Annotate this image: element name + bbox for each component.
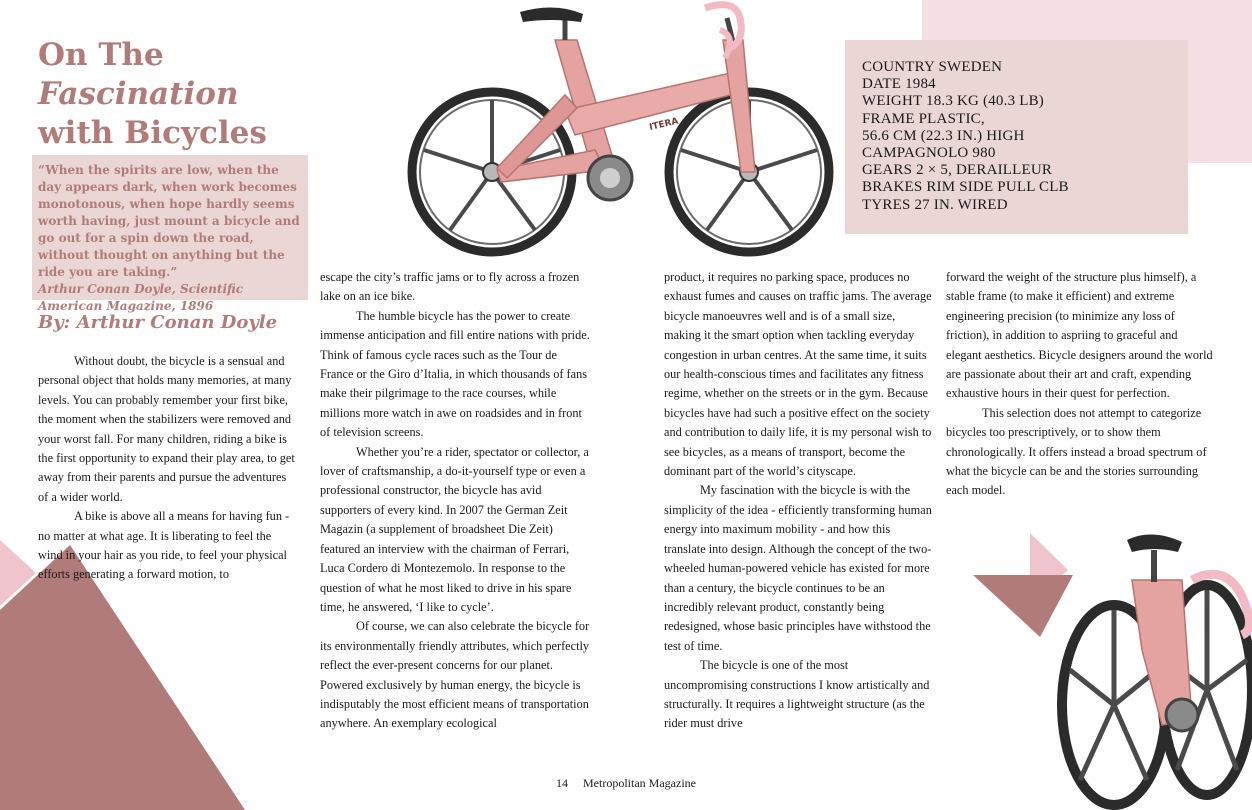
body-column-1 (38, 352, 295, 585)
spec-line: GEARS 2 × 5, DERAILLEUR (862, 162, 1053, 179)
spec-line: TYRES 27 IN. WIRED (862, 196, 1008, 213)
spec-line: 56.6 CM (22.3 IN.) HIGH (862, 127, 1025, 144)
title-line-1: On The (38, 37, 164, 73)
title-line-3: with Bicycles (38, 115, 267, 151)
title-line-2: Fascination (38, 76, 239, 112)
pull-quote-citation: Arthur Conan Doyle, Scientific American Magazine, 1896 (38, 282, 244, 313)
spec-line: DATE 1984 (862, 76, 936, 93)
page-footer (0, 776, 1252, 791)
paragraph: The bicycle is one of the most uncompromising constructions I know artistically and structurally. It requires a lightweight structure (as the rider must drive (664, 658, 930, 731)
paragraph: A bike is above all a means for having fun - no matter at what age. It is liberating to feel the wind in your hair as you ride, to feel your physical efforts generating a forward motion, to (38, 509, 290, 582)
spec-line: CAMPAGNOLO 980 (862, 145, 996, 162)
seat (520, 7, 583, 40)
paragraph: Without doubt, the bicycle is a sensual and personal object that holds many memories, at many levels. You can probably remember your first bike, the moment when the stabilizers were removed and your worst fall. For many children, riding a bike is the first opportunity to expand their play area, to get away from their parents and pursue the adventures of a wider world. (38, 354, 295, 504)
spec-line: COUNTRY SWEDEN (862, 59, 1003, 75)
spec-line: WEIGHT 18.3 KG (40.3 LB) (862, 93, 1044, 110)
page-number: 14 (556, 776, 569, 790)
pull-quote (38, 162, 306, 315)
paragraph: This selection does not attempt to categorize bicycles too prescriptively, or to show them chronologically. It offers instead a broad spectrum of what the bicycle can be and the stories surrounding each model. (946, 405, 1207, 498)
article-title (38, 36, 318, 153)
bicycle-image-bottom (1042, 520, 1252, 810)
paragraph: The humble bicycle has the power to create immense anticipation and fill entire nations with pride. Think of famous cycle races such as the Tour de France or the Giro d’Italia, in which thousands of fans make their pilgrimage to the race courses, while millions more watch in awe on roadsides and in front of television screens. (320, 308, 590, 440)
pull-quote-text: “When the spirits are low, when the day appears dark, when work becomes monotonous, when hope hardly seems worth having, just mount a bicycle and go out for a spin down the road, without thought on anything but the ride you are taking.” (38, 163, 300, 279)
paragraph: escape the city’s traffic jams or to fly across a frozen lake on an ice bike. (320, 270, 580, 304)
paragraph: My fascination with the bicycle is with the simplicity of the idea - efficiently transforming human energy into maximum mobility - and how this translate into design. Although the concept of the two-wheeled human-powered vehicle has existed for more than a century, the bicycle continues to be an incredibly relevant product, constantly being redesigned, whose basic principles have withstood the test of time. (664, 483, 932, 653)
bike-brand-label: ITERA (648, 116, 680, 133)
paragraph: Of course, we can also celebrate the bicycle for its environmentally friendly attributes, which perfectly reflect the ever-present concerns for our planet. Powered exclusively by human energy, the bicycle is indisputably the most efficient means of transportation anywhere. An exemplary ecological (320, 619, 590, 731)
body-column-3 (664, 268, 934, 734)
paragraph: product, it requires no parking space, produces no exhaust fumes and causes on traffic jams. The average bicycle manoeuvres well and is of a small size, making it the smart option when tackling everyday congestion in urban centres. At the same time, it suits our health-conscious times and facilitates any fitness regime, whether on the streets or in the gym. Because bicycles have had such a positive effect on the society and contribution to daily life, it is my personal wish to see bicycles, as a means of transport, become the dominant part of the world’s cityscape. (664, 270, 932, 479)
body-column-2 (320, 268, 590, 734)
paragraph: Whether you’re a rider, spectator or collector, a lover of craftsmanship, a do-it-yourself type or even a professional constructor, the bicycle has avid supporters of every kind. In 2007 the German Zeit Magazin (a supplement of broadsheet Die Zeit) featured an interview with the chairman of Ferrari, Luca Cordero di Montezemolo. In response to the question of what he most liked to drive in his spare time, he answered, ‘I like to cycle’. (320, 444, 589, 614)
paragraph: forward the weight of the structure plus himself), a stable frame (to make it efficient) and extreme engineering precision (to minimize any loss of friction), in addition to aspriing to graceful and elegant aesthetics. Bicycle designers around the world are passionate about their art and craft, expending exhaustive hours in their quest for perfection. (946, 270, 1213, 401)
bike-frame (497, 40, 755, 200)
publication-name: Metropolitan Magazine (583, 776, 696, 790)
spec-line: BRAKES RIM SIDE PULL CLB (862, 179, 1069, 196)
byline: By: Arthur Conan Doyle (38, 312, 278, 333)
bicycle-image-top (405, 0, 845, 270)
specs-list (862, 59, 1069, 214)
body-column-4 (946, 268, 1216, 501)
spec-line: FRAME PLASTIC, (862, 110, 985, 127)
